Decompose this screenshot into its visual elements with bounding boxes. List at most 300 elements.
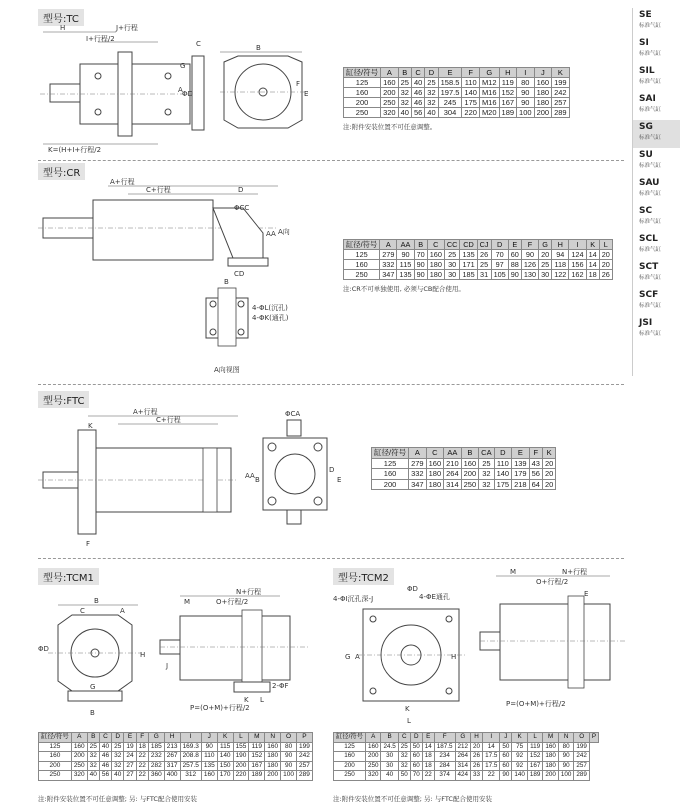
table-header: L [233, 733, 249, 743]
section-title-tcm1: 型号:TCM1 [38, 568, 99, 585]
cr-clevis [213, 208, 263, 258]
tc-dim-i: I+行程/2 [86, 35, 115, 43]
table-cell: 180 [427, 270, 444, 280]
table-cell: 279 [409, 458, 427, 469]
table-header: 缸径/符号 [344, 68, 381, 78]
tcm2-dim-ecyl: E [584, 590, 589, 598]
section-title-tcm2: 型号:TCM2 [333, 568, 394, 585]
table-cell: 25 [425, 78, 438, 88]
table-cell: 210 [444, 458, 462, 469]
cr-dim-b: B [224, 278, 229, 286]
table-cell: 14 [483, 742, 500, 752]
tcm1-dim-c: C [80, 607, 85, 615]
table-header: I [569, 240, 586, 250]
table-header: H [499, 68, 517, 78]
table-cell: 213 [164, 742, 180, 752]
table-header: C [398, 733, 410, 743]
table-cell: 46 [99, 752, 111, 762]
table-cell: 20 [542, 458, 555, 469]
table-header: I [517, 68, 535, 78]
table-cell: 26 [599, 270, 612, 280]
tcm1-dim-l: L [260, 696, 264, 704]
table-cell: 332 [409, 469, 427, 480]
table-cell: 160 [334, 752, 366, 762]
tcm1-side-drawing [160, 590, 315, 720]
table-cell: M20 [479, 108, 499, 118]
table-cell: 124 [569, 250, 586, 260]
table-cell: 46 [99, 761, 111, 771]
table-cell: 185 [148, 742, 164, 752]
table-cell: 162 [569, 270, 586, 280]
tcm2-dim-k: K [405, 705, 410, 713]
table-row [344, 88, 570, 98]
table-cell: 180 [426, 469, 444, 480]
table-cell: 125 [39, 742, 72, 752]
table-cell: 156 [569, 260, 586, 270]
table-cell: 208.8 [180, 752, 201, 762]
table-cell: 304 [438, 108, 462, 118]
table-cell: 200 [534, 108, 552, 118]
tcm2-dim-m: M [510, 568, 517, 576]
table-cell: 199 [552, 78, 570, 88]
ftc-dim-c: C+行程 [156, 416, 181, 424]
tc-side-drawing [38, 24, 198, 164]
table-cell: 150 [217, 761, 233, 771]
table-cell: 14 [422, 742, 434, 752]
table-cell: 160 [344, 88, 381, 98]
table-cell: 125 [372, 458, 409, 469]
table-cell: 200 [265, 771, 281, 781]
table-cell: 32 [425, 88, 438, 98]
table-header: O [574, 733, 590, 743]
tc-dim-e: E [304, 90, 309, 98]
table-cell: 30 [444, 270, 460, 280]
table-cell: 31 [477, 270, 491, 280]
ftc-front-drawing [245, 410, 345, 530]
tcm2-dim-n: N+行程 [562, 568, 588, 576]
table-header: G [479, 68, 499, 78]
table-cell: 80 [517, 78, 535, 88]
tc-front-drawing [180, 38, 315, 138]
table-cell: 115 [397, 260, 414, 270]
table-cell: 200 [381, 88, 399, 98]
table-cell: 130 [521, 270, 538, 280]
table-cell: 170 [217, 771, 233, 781]
table-cell: 180 [543, 761, 559, 771]
tcm1-note: 注:附件安装位置不可任意调整; 另: 与FTC配合使用安装 [38, 795, 197, 803]
table-cell: 26 [477, 250, 491, 260]
table-cell: 140 [512, 771, 528, 781]
table-header: 缸径/符号 [372, 448, 409, 459]
section-title-cr: 型号:CR [38, 163, 85, 180]
table-cell: 14 [586, 250, 599, 260]
divider [38, 558, 624, 559]
sidebar-item-sg[interactable] [633, 120, 680, 148]
table-cell: 180 [265, 761, 281, 771]
table-cell: 20 [471, 742, 483, 752]
tcm1-dim-p: P=(O+M)+行程/2 [190, 704, 250, 712]
table-cell: 152 [249, 752, 265, 762]
table-cell: 312 [180, 771, 201, 781]
table-cell: 242 [297, 752, 313, 762]
tcm1-dim-b: B [90, 709, 95, 717]
table-cell: 26 [471, 761, 483, 771]
ftc-dim-b: B [255, 476, 260, 484]
table-cell: 88 [508, 260, 521, 270]
table-row [344, 108, 570, 118]
table-header: L [599, 240, 612, 250]
ftc-dim-d: D [329, 466, 335, 474]
table-header: D [491, 240, 508, 250]
table-cell: 30 [381, 761, 398, 771]
sidebar-item-si[interactable] [633, 36, 680, 64]
table-row [334, 771, 599, 781]
table-header: D [410, 733, 422, 743]
table-cell: 70 [491, 250, 508, 260]
table-header: B [414, 240, 427, 250]
table-cell: 250 [344, 108, 381, 118]
table-cell: 40 [411, 78, 424, 88]
table-row [334, 752, 599, 762]
sidebar-item-su[interactable] [633, 148, 680, 176]
table-cell: 100 [281, 771, 297, 781]
table-cell: 171 [460, 260, 477, 270]
ftc-dim-k: K [88, 422, 93, 430]
sidebar-item-sc[interactable] [633, 204, 680, 232]
table-cell: 179 [512, 469, 530, 480]
ftc-flange [78, 430, 96, 534]
table-cell: 43 [529, 458, 542, 469]
table-cell: 25 [444, 250, 460, 260]
table-row [334, 761, 599, 771]
table-cell: 90 [500, 771, 512, 781]
table-cell: 92 [512, 752, 528, 762]
tcm2-cylinder-body [500, 604, 610, 680]
table-cell: 25 [87, 742, 99, 752]
tcm1-dim-k: K [244, 696, 249, 704]
tc-dim-h: H [60, 24, 66, 32]
table-header: CC [444, 240, 460, 250]
table-header: CA [479, 448, 494, 459]
table-cell: 189 [499, 108, 517, 118]
table-cell: 22 [136, 771, 148, 781]
sidebar-item-code: SIL [639, 66, 655, 76]
series-sidebar [632, 8, 680, 376]
tc-dim-d: ΦD [182, 90, 193, 98]
section-title-ftc: 型号:FTC [38, 391, 89, 408]
section-title-tc: 型号:TC [38, 9, 84, 26]
ftc-spec-table [371, 447, 556, 490]
divider [38, 384, 624, 385]
tc-dim-k: K=(H+I+行程/2 [48, 146, 102, 154]
table-cell: M16 [479, 98, 499, 108]
table-cell: 75 [512, 742, 528, 752]
sidebar-item-code: SCF [639, 290, 659, 300]
table-header: AA [397, 240, 414, 250]
sidebar-item-sil[interactable] [633, 64, 680, 92]
table-cell: 105 [491, 270, 508, 280]
table-cell: 160 [427, 250, 444, 260]
table-header: C [411, 68, 424, 78]
table-header: K [542, 448, 555, 459]
table-cell: 32 [398, 761, 410, 771]
table-cell: 40 [99, 742, 111, 752]
table-cell: 185 [460, 270, 477, 280]
table-cell: 284 [434, 761, 455, 771]
table-cell: 347 [409, 479, 427, 490]
table-header: A [409, 448, 427, 459]
tcm2-dim-l: L [407, 717, 411, 725]
table-cell: 25 [398, 742, 410, 752]
table-cell: 32 [398, 88, 411, 98]
table-header: A [365, 733, 381, 743]
table-cell: 126 [521, 260, 538, 270]
table-cell: 200 [334, 761, 366, 771]
table-cell: 18 [422, 761, 434, 771]
table-cell: 25 [479, 458, 494, 469]
table-cell: 125 [344, 78, 381, 88]
table-cell: 32 [479, 479, 494, 490]
cr-spec-table [343, 239, 613, 280]
table-cell: 152 [527, 752, 543, 762]
cr-side-drawing [38, 178, 298, 378]
table-row [372, 479, 556, 490]
table-header: F [462, 68, 480, 78]
sidebar-item-code: SE [639, 10, 652, 20]
table-cell: 125 [344, 250, 380, 260]
table-cell: 155 [233, 742, 249, 752]
table-cell: 32 [87, 761, 99, 771]
table-cell: 424 [455, 771, 471, 781]
table-cell: 187.5 [434, 742, 455, 752]
table-header: G [148, 733, 164, 743]
table-header: 缸径/符号 [39, 733, 72, 743]
table-header: J [201, 733, 217, 743]
table-cell: 200 [344, 98, 381, 108]
table-cell: M12 [479, 78, 499, 88]
table-header: N [558, 733, 574, 743]
table-cell: 232 [148, 752, 164, 762]
table-header: P [589, 733, 598, 743]
table-cell: 152 [499, 88, 517, 98]
table-cell: 32 [112, 752, 124, 762]
sidebar-item-sct[interactable] [633, 260, 680, 288]
ftc-side-drawing [38, 408, 238, 548]
table-header: F [521, 240, 538, 250]
tcm1-front-drawing [38, 595, 153, 720]
table-cell: 24.5 [381, 742, 398, 752]
cr-dim-arrow: A向 [278, 228, 290, 236]
table-cell: 110 [462, 78, 480, 88]
table-header: H [552, 240, 569, 250]
tcm1-dim-f: 2-ΦF [272, 682, 289, 690]
table-cell: 135 [460, 250, 477, 260]
cr-dim-aa: AA [266, 230, 276, 238]
table-cell: 40 [398, 108, 411, 118]
tcm2-dim-g: G [345, 653, 351, 661]
tcm2-spec-table [333, 732, 599, 781]
table-cell: 160 [265, 742, 281, 752]
tcm1-cylinder-body [180, 616, 290, 680]
table-cell: 140 [217, 752, 233, 762]
table-cell: 18 [136, 742, 148, 752]
table-cell: 32 [398, 752, 410, 762]
table-header: B [461, 448, 479, 459]
table-header: B [398, 68, 411, 78]
table-cell: M16 [479, 88, 499, 98]
table-cell: 18 [586, 270, 599, 280]
table-header: 缸径/符号 [334, 733, 366, 743]
divider [38, 160, 624, 161]
sidebar-item-desc: 标准气缸 [639, 219, 662, 225]
table-cell: 279 [380, 250, 397, 260]
table-cell: 90 [517, 98, 535, 108]
tcm2-dim-e: 4-ΦE通孔 [419, 593, 450, 601]
table-header: D [494, 448, 512, 459]
tc-dim-g: G [180, 62, 186, 70]
table-cell: 25 [398, 78, 411, 88]
table-cell: 140 [462, 88, 480, 98]
table-header: A [380, 240, 397, 250]
table-header: C [427, 240, 444, 250]
table-cell: 90 [397, 250, 414, 260]
table-cell: 250 [39, 771, 72, 781]
table-cell: 257 [297, 761, 313, 771]
table-row [344, 260, 613, 270]
table-cell: 32 [479, 469, 494, 480]
table-row [334, 742, 599, 752]
tc-note: 注:附件安装位置不可任意调整。 [343, 123, 437, 131]
table-header: M [543, 733, 559, 743]
table-cell: 245 [438, 98, 462, 108]
table-cell: 20 [599, 250, 612, 260]
sidebar-item-code: SAU [639, 178, 660, 188]
table-cell: 250 [71, 761, 87, 771]
table-header: G [455, 733, 471, 743]
table-header: J [500, 733, 512, 743]
table-cell: 25 [539, 260, 552, 270]
table-header: AA [444, 448, 462, 459]
cr-dim-a: A+行程 [110, 178, 135, 186]
sidebar-item-sau[interactable] [633, 176, 680, 204]
table-cell: 118 [552, 260, 569, 270]
table-cell: 17.5 [483, 761, 500, 771]
tcm1-dim-m: M [184, 598, 191, 606]
table-cell: 180 [427, 260, 444, 270]
table-cell: 197.5 [438, 88, 462, 98]
table-cell: 100 [558, 771, 574, 781]
table-header: O [281, 733, 297, 743]
sidebar-item-jsi[interactable] [633, 316, 680, 344]
cr-dim-c: C+行程 [146, 186, 171, 194]
table-cell: 40 [112, 771, 124, 781]
tc-rod [50, 84, 80, 102]
table-cell: 360 [148, 771, 164, 781]
table-cell: 160 [344, 260, 380, 270]
table-cell: 119 [499, 78, 517, 88]
table-cell: 347 [380, 270, 397, 280]
table-row [39, 771, 313, 781]
table-cell: 32 [398, 98, 411, 108]
ftc-dim-aa: AA [245, 472, 255, 480]
table-cell: 19 [124, 742, 136, 752]
table-cell: 257 [574, 761, 590, 771]
table-cell: 320 [365, 771, 381, 781]
table-cell: 90 [521, 250, 538, 260]
table-row [344, 98, 570, 108]
table-cell: 250 [461, 479, 479, 490]
table-cell: 94 [552, 250, 569, 260]
sidebar-item-scf[interactable] [633, 288, 680, 316]
table-cell: 135 [397, 270, 414, 280]
sidebar-item-se[interactable] [633, 8, 680, 36]
sidebar-item-desc: 标准气缸 [639, 191, 662, 197]
table-cell: 160 [372, 469, 409, 480]
table-cell: 90 [414, 270, 427, 280]
table-cell: 50 [500, 742, 512, 752]
sidebar-item-sai[interactable] [633, 92, 680, 120]
table-cell: 160 [543, 742, 559, 752]
table-header: E [124, 733, 136, 743]
table-cell: 40 [425, 108, 438, 118]
sidebar-item-scl[interactable] [633, 232, 680, 260]
table-cell: 64 [529, 479, 542, 490]
table-cell: 90 [414, 260, 427, 270]
tcm2-note: 注:附件安装位置不可任意调整; 另: 与FTC配合使用安装 [333, 795, 492, 803]
table-cell: 46 [411, 88, 424, 98]
sidebar-item-code: SC [639, 206, 653, 216]
table-cell: 220 [233, 771, 249, 781]
table-cell: 14 [586, 260, 599, 270]
table-cell: 100 [517, 108, 535, 118]
table-cell: 264 [444, 469, 462, 480]
sidebar-item-desc: 标准气缸 [639, 23, 662, 29]
table-cell: 25 [112, 742, 124, 752]
table-cell: 264 [455, 752, 471, 762]
table-cell: 200 [39, 761, 72, 771]
table-cell: 26 [471, 752, 483, 762]
sidebar-item-desc: 标准气缸 [639, 51, 662, 57]
table-cell: 22 [136, 752, 148, 762]
sidebar-item-desc: 标准气缸 [639, 135, 662, 141]
table-cell: 24 [124, 752, 136, 762]
table-cell: 110 [494, 458, 512, 469]
tcm1-dim-j: J [166, 662, 169, 670]
table-cell: 200 [71, 752, 87, 762]
table-cell: 212 [455, 742, 471, 752]
table-cell: 56 [529, 469, 542, 480]
table-header: E [508, 240, 521, 250]
table-cell: 189 [527, 771, 543, 781]
table-cell: 320 [71, 771, 87, 781]
table-cell: 167 [249, 761, 265, 771]
table-cell: 27 [124, 771, 136, 781]
tcm1-dim-a: A [120, 607, 125, 615]
table-cell: 242 [552, 88, 570, 98]
tcm2-dim-d: ΦD [407, 585, 418, 593]
table-cell: 200 [233, 761, 249, 771]
table-cell: 90 [201, 742, 217, 752]
table-cell: 50 [398, 771, 410, 781]
table-cell: 257 [552, 98, 570, 108]
sidebar-item-code: SCT [639, 262, 659, 272]
sidebar-item-desc: 标准气缸 [639, 275, 662, 281]
table-cell: 250 [334, 771, 366, 781]
table-header: F [136, 733, 148, 743]
table-cell: 70 [414, 250, 427, 260]
sidebar-item-desc: 标准气缸 [639, 107, 662, 113]
table-cell: 20 [599, 260, 612, 270]
